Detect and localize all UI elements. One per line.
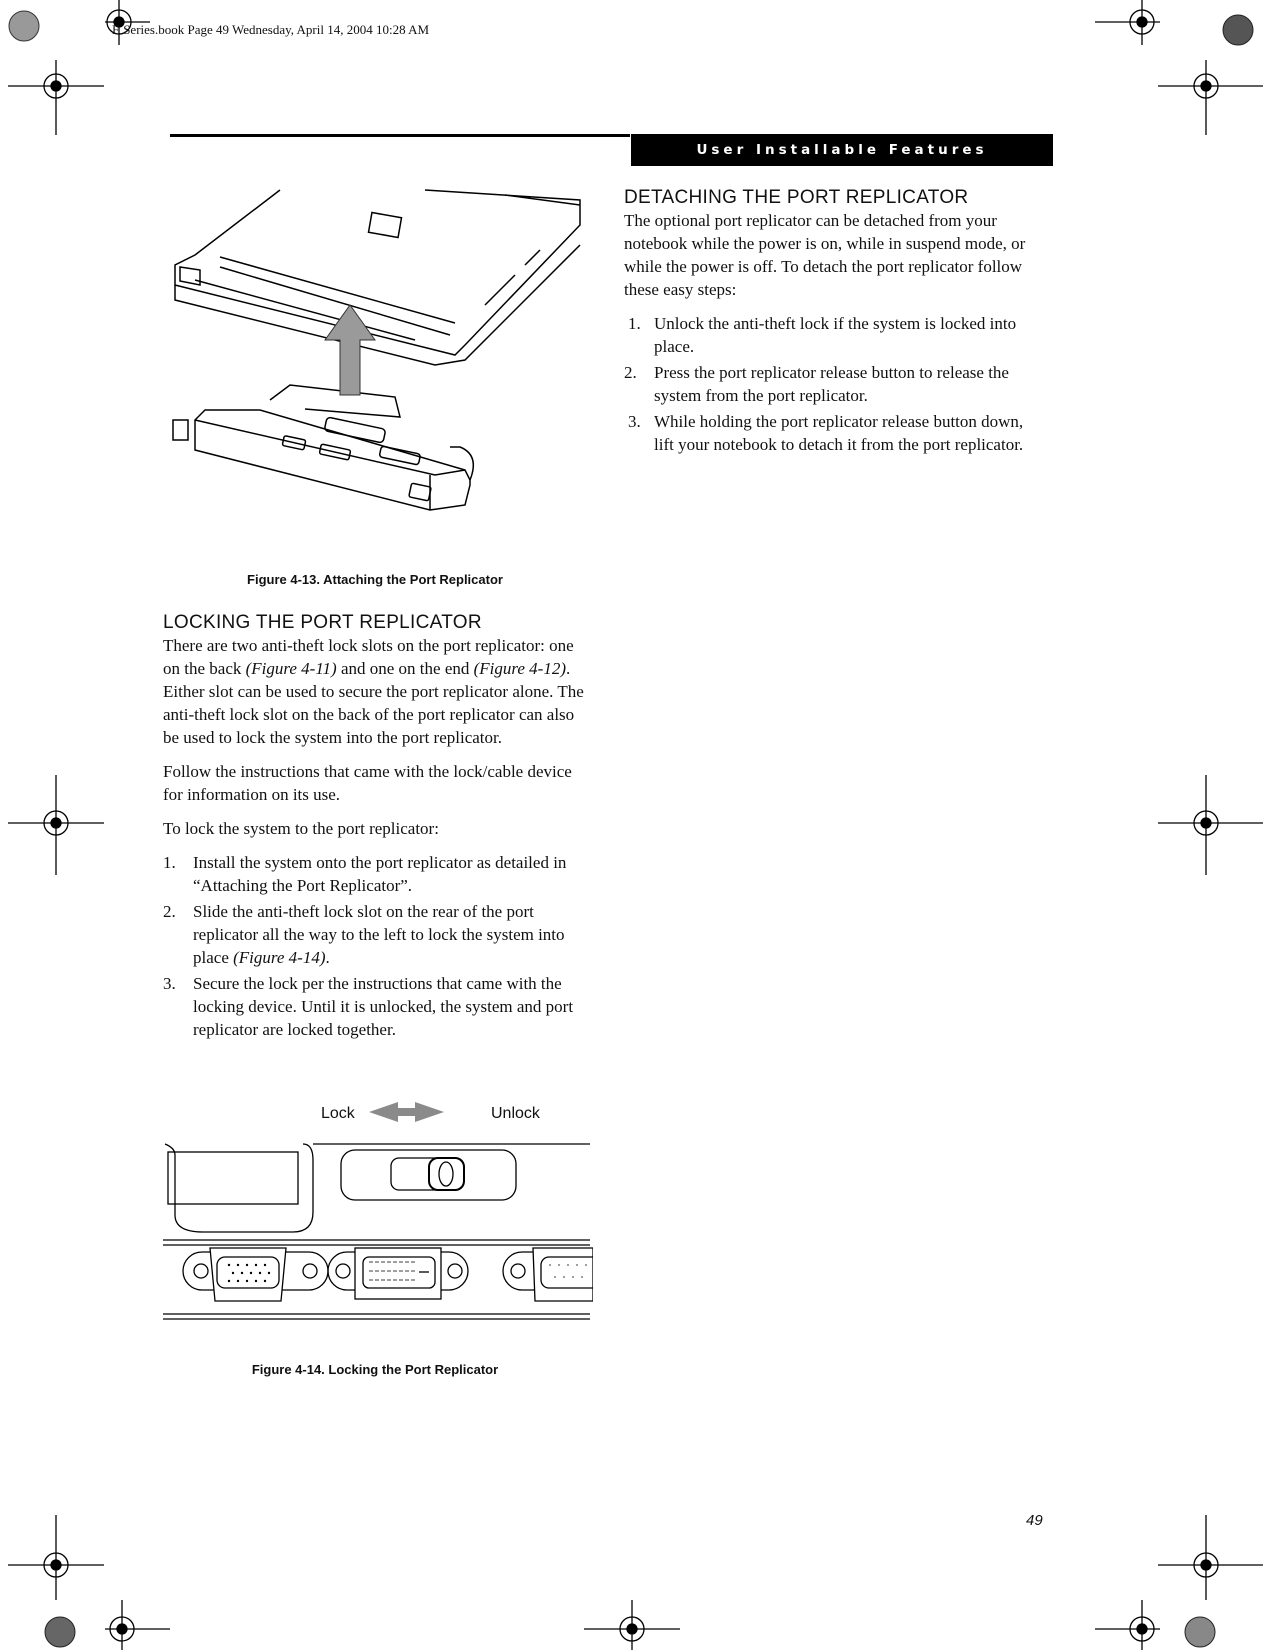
figure-4-14-illustration <box>163 1100 593 1350</box>
step-text: Slide the anti-theft lock slot on the rear of the port replicator all the way to the left to lock the system into place <box>193 902 565 967</box>
crosshair-icon <box>1158 775 1263 875</box>
crosshair-icon <box>105 1600 170 1650</box>
section-header: User Installable Features <box>631 134 1053 166</box>
step-text: Install the system onto the port replicator as detailed in “Attaching the Port Replicator”. <box>193 853 567 895</box>
crosshair-icon <box>8 60 104 135</box>
step-number: 2. <box>624 363 637 382</box>
detaching-heading: DETACHING THE PORT REPLICATOR <box>624 187 969 208</box>
unlock-label: Unlock <box>491 1105 540 1122</box>
locking-paragraph-2: Follow the instructions that came with the lock/cable device for information on its use. <box>163 762 572 804</box>
text: There are two anti-theft lock slots on the port replicator: one on the back <box>163 636 574 678</box>
list-item <box>163 851 588 897</box>
crosshair-icon <box>1158 60 1263 135</box>
header-rule <box>170 134 630 137</box>
step-number: 2. <box>163 902 176 921</box>
color-wheel-icon <box>9 11 39 41</box>
step-text: While holding the port replicator release button down, lift your notebook to detach it from the port replicator. <box>654 412 1024 454</box>
figure-ref-link[interactable]: (Figure 4-14) <box>233 948 326 967</box>
crosshair-icon <box>1095 1600 1160 1650</box>
lock-label: Lock <box>321 1105 355 1122</box>
figure-ref-link[interactable]: (Figure 4-12) <box>473 659 566 678</box>
text: and one on the end <box>336 659 474 678</box>
list-item <box>163 900 588 969</box>
locking-heading: LOCKING THE PORT REPLICATOR <box>163 612 482 633</box>
page-number: 49 <box>1026 1512 1043 1529</box>
crosshair-icon <box>1158 1515 1263 1600</box>
locking-section <box>163 612 588 1044</box>
locking-paragraph-1 <box>163 634 588 749</box>
step-text: Secure the lock per the instructions that came with the locking device. Until it is unlocked, the system and port replicator are locked together. <box>193 974 574 1039</box>
detaching-section <box>624 187 1044 459</box>
double-arrow-icon <box>369 1102 444 1122</box>
figure-4-13-illustration <box>165 185 585 555</box>
crosshair-icon <box>8 1515 104 1600</box>
step-number: 3. <box>163 974 176 993</box>
step-number: 1. <box>628 314 641 333</box>
figure-4-14-caption: Figure 4-14. Locking the Port Replicator <box>251 1362 499 1377</box>
list-item <box>624 410 1044 456</box>
detaching-intro: The optional port replicator can be detached from your notebook while the power is on, while in suspend mode, or while the power is off. To detach the port replicator follow these easy steps: <box>624 211 1026 299</box>
step-number: 3. <box>628 412 641 431</box>
figure-4-13-caption: Figure 4-13. Attaching the Port Replicator <box>247 572 503 587</box>
crosshair-icon <box>584 1600 680 1650</box>
step-text: Unlock the anti-theft lock if the system is locked into place. <box>654 314 1017 356</box>
list-item <box>624 361 1044 407</box>
step-text: Press the port replicator release button to release the system from the port replicator. <box>654 363 1009 405</box>
detaching-steps <box>624 312 1044 456</box>
color-wheel-icon <box>1223 15 1253 45</box>
list-item <box>624 312 1044 358</box>
locking-paragraph-3: To lock the system to the port replicator: <box>163 819 439 838</box>
list-item <box>163 972 588 1041</box>
color-wheel-icon <box>1185 1617 1215 1647</box>
color-wheel-icon <box>45 1617 75 1647</box>
up-arrow-icon <box>325 305 375 395</box>
figure-ref-link[interactable]: (Figure 4-11) <box>245 659 337 678</box>
text: . Either slot can be used to secure the port replicator alone. The anti-theft lock slot on the back of the port replicator can also be used to lock the system into the port replicator. <box>163 659 584 747</box>
step-text: . <box>325 948 330 967</box>
step-number: 1. <box>163 853 176 872</box>
crosshair-icon <box>1095 0 1160 45</box>
locking-steps <box>163 851 588 1041</box>
print-slug: E Series.book Page 49 Wednesday, April 14, 2004 10:28 AM <box>112 22 430 37</box>
crosshair-icon <box>8 775 104 875</box>
